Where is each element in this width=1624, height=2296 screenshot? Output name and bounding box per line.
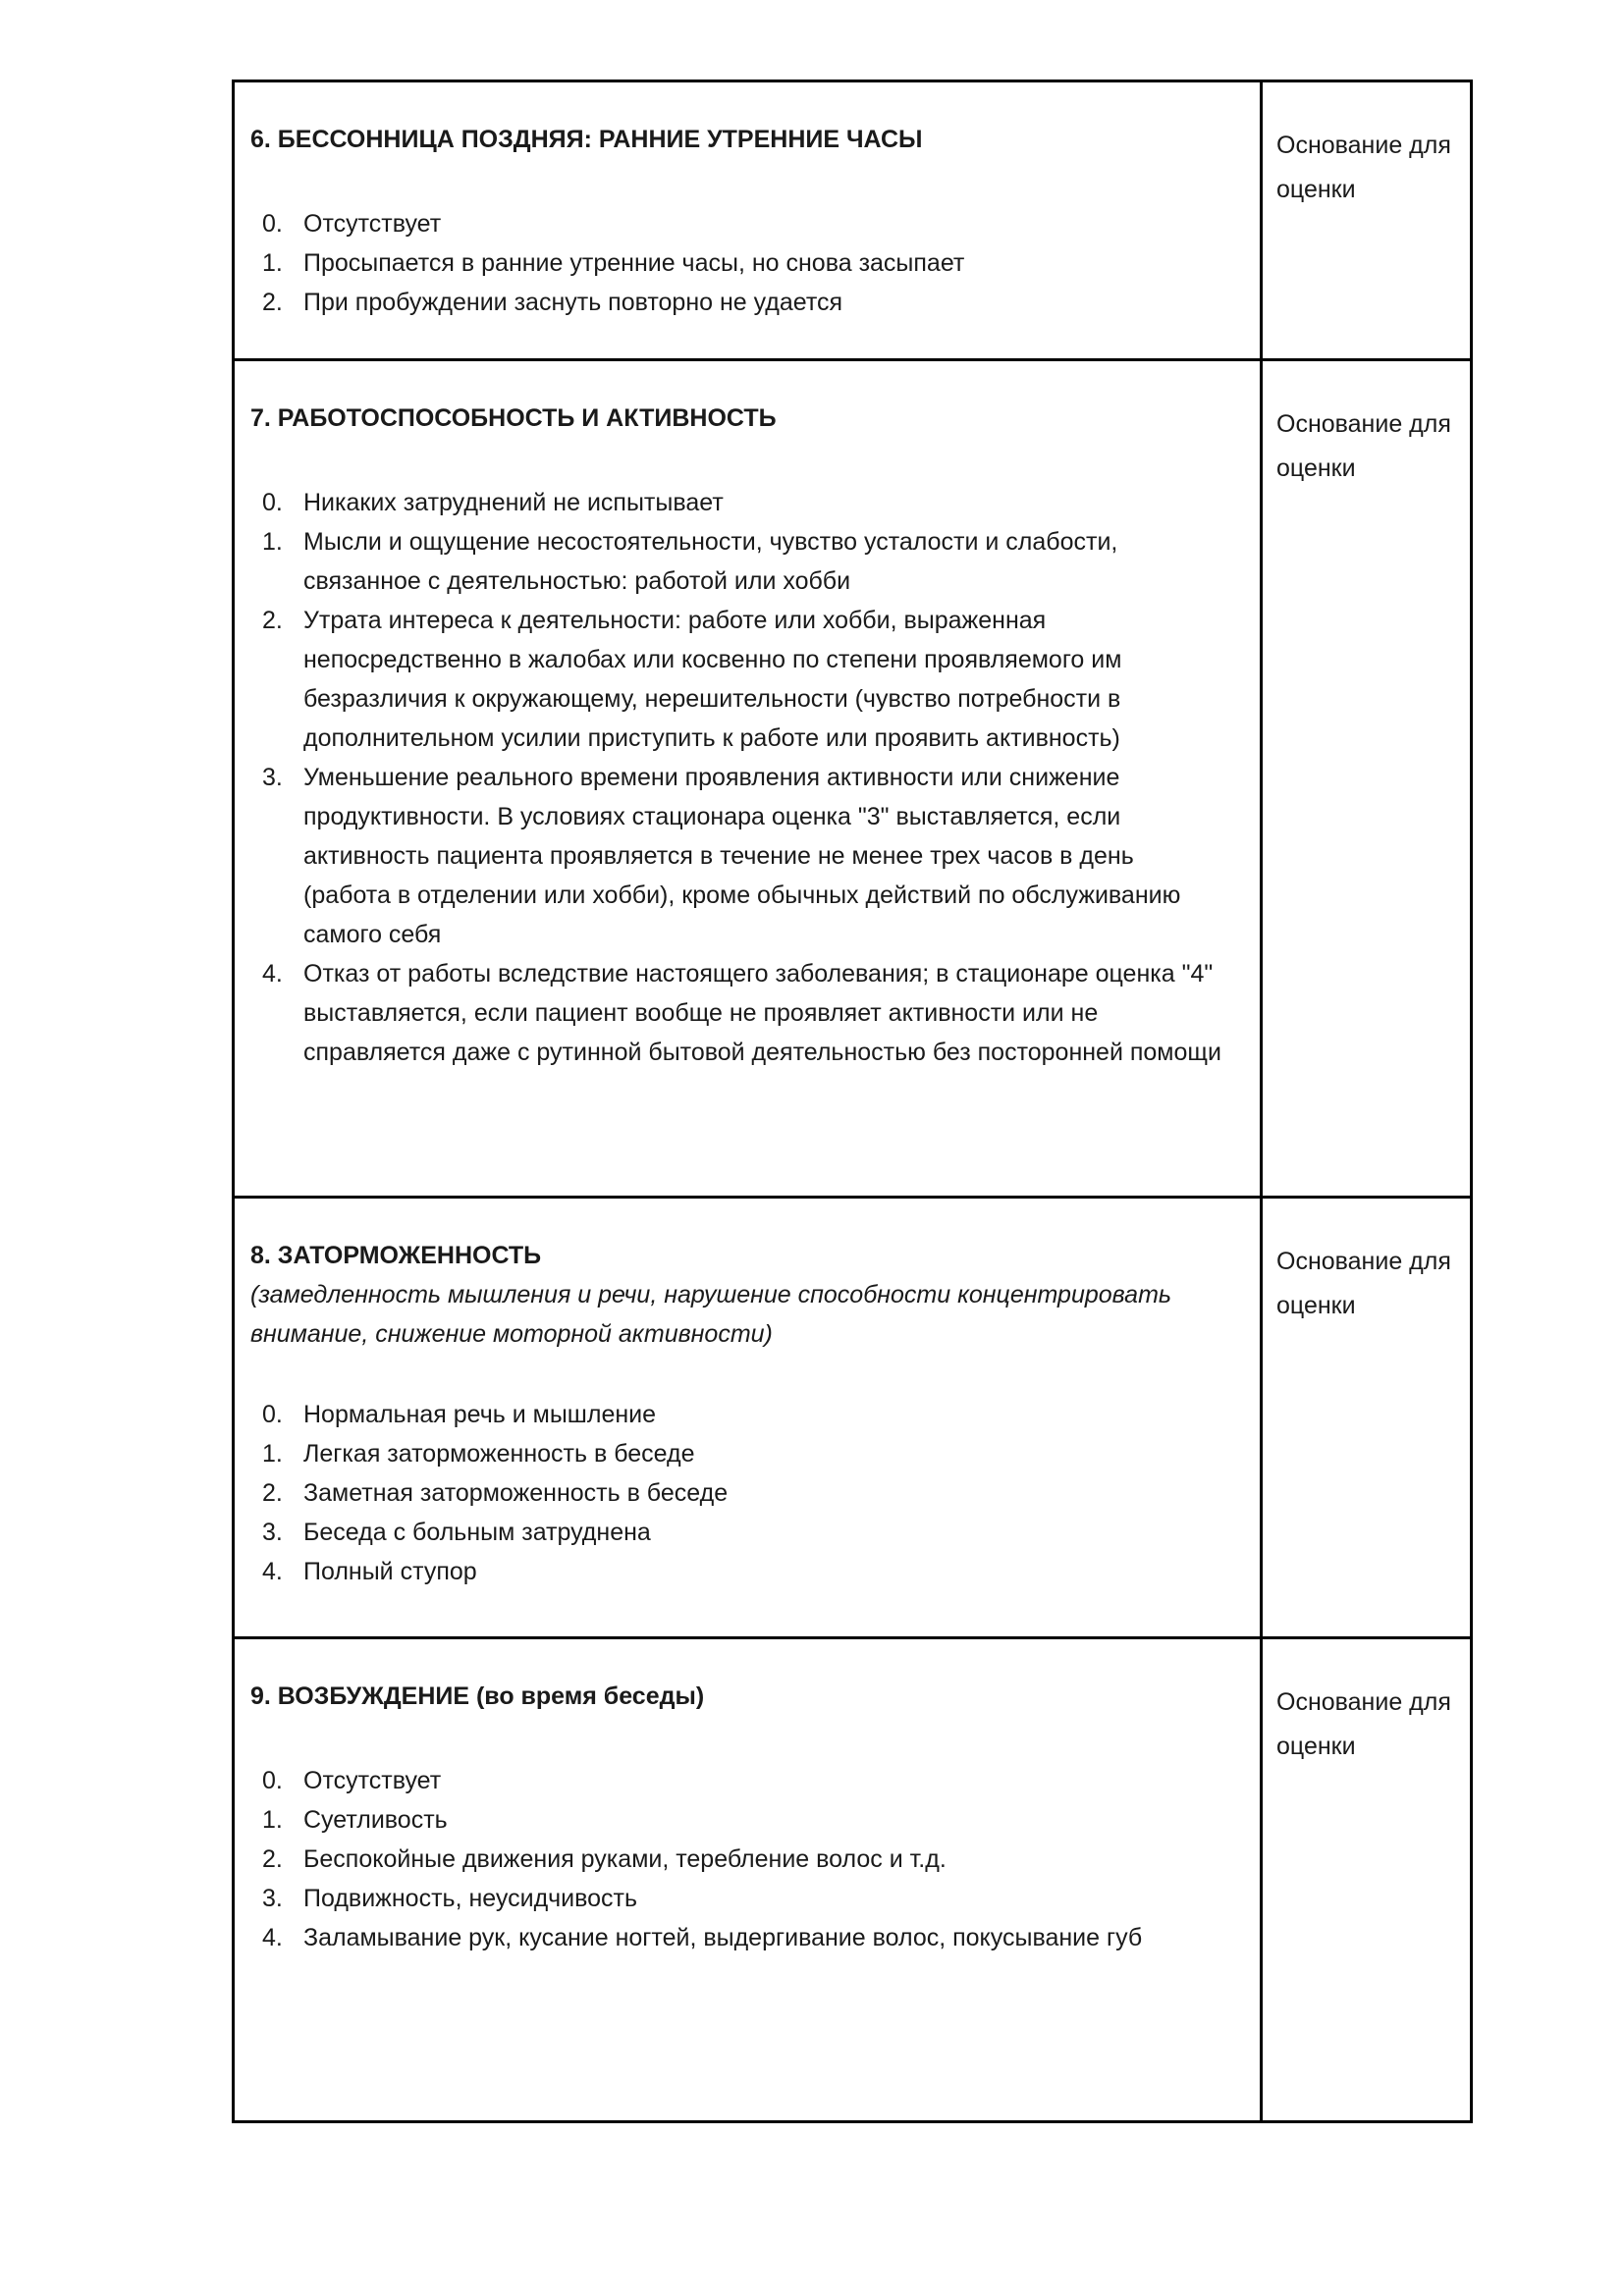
- item-text: Заметная заторможенность в беседе: [303, 1479, 729, 1507]
- list-item: [250, 758, 1226, 954]
- item-number: 2.: [262, 289, 283, 316]
- section-row-9: [234, 1638, 1472, 2122]
- item-text: Отсутствует: [303, 1767, 442, 1794]
- section-row-6: [234, 81, 1472, 360]
- list-item: [250, 1434, 1226, 1473]
- list-item: [250, 1879, 1226, 1918]
- item-number: 4.: [262, 960, 283, 988]
- basis-cell: [1262, 81, 1472, 360]
- item-number: 2.: [262, 607, 283, 634]
- section-8-title: 8. ЗАТОРМОЖЕННОСТЬ: [250, 1242, 542, 1269]
- list-item: [250, 283, 1226, 322]
- list-item: [250, 483, 1226, 522]
- item-text: Беседа с больным затруднена: [303, 1519, 651, 1546]
- list-item: [250, 1473, 1226, 1513]
- item-number: 2.: [262, 1479, 283, 1507]
- basis-cell: [1262, 1198, 1472, 1638]
- list-item: [250, 1918, 1226, 1957]
- section-row-8: [234, 1198, 1472, 1638]
- item-number: 0.: [262, 1767, 283, 1794]
- item-text: Утрата интереса к деятельности: работе или хобби, выраженная непосредственно в жалобах или косвенно по степени проявляемого им безразличия к окружающему, нерешительности (чувство потребности в дополнительном усилии приступить к работе или проявить активность): [303, 607, 1122, 752]
- item-text: Уменьшение реального времени проявления активности или снижение продуктивности. В условиях стационара оценка "3" выставляется, если активность пациента проявляется в течение не менее трех часов в день (работа в отделении или хобби), кроме обычных действий по обслуживанию самого себя: [303, 764, 1181, 948]
- item-number: 0.: [262, 210, 283, 238]
- item-number: 0.: [262, 1401, 283, 1428]
- item-text: Полный ступор: [303, 1558, 477, 1585]
- item-text: Суетливость: [303, 1806, 448, 1834]
- item-text: Отсутствует: [303, 210, 442, 238]
- rating-scale-table: [232, 80, 1473, 2123]
- section-7-title: 7. РАБОТОСПОСОБНОСТЬ И АКТИВНОСТЬ: [250, 404, 777, 432]
- section-6-cell: [234, 81, 1262, 360]
- item-number: 1.: [262, 1440, 283, 1468]
- item-text: Мысли и ощущение несостоятельности, чувство усталости и слабости, связанное с деятельностью: работой или хобби: [303, 528, 1118, 595]
- basis-label: Основание для оценки: [1276, 410, 1451, 482]
- item-text: Подвижность, неусидчивость: [303, 1885, 638, 1912]
- item-number: 3.: [262, 1885, 283, 1912]
- list-item: [250, 243, 1226, 283]
- basis-label: Основание для оценки: [1276, 1688, 1451, 1760]
- item-number: 4.: [262, 1558, 283, 1585]
- section-7-cell: [234, 360, 1262, 1198]
- item-text: Заламывание рук, кусание ногтей, выдергивание волос, покусывание губ: [303, 1924, 1143, 1951]
- list-item: [250, 1513, 1226, 1552]
- section-8-subtitle: (замедленность мышления и речи, нарушение способности концентрировать внимание, снижение моторной активности): [250, 1281, 1172, 1348]
- item-number: 1.: [262, 1806, 283, 1834]
- list-item: [250, 1552, 1226, 1591]
- basis-cell: [1262, 360, 1472, 1198]
- item-text: При пробуждении заснуть повторно не удается: [303, 289, 843, 316]
- item-text: Легкая заторможенность в беседе: [303, 1440, 695, 1468]
- list-item: [250, 1395, 1226, 1434]
- list-item: [250, 1761, 1226, 1800]
- section-9-title: 9. ВОЗБУЖДЕНИЕ (во время беседы): [250, 1682, 705, 1710]
- item-text: Беспокойные движения руками, теребление волос и т.д.: [303, 1845, 947, 1873]
- item-number: 2.: [262, 1845, 283, 1873]
- list-item: [250, 954, 1226, 1072]
- section-row-7: [234, 360, 1472, 1198]
- list-item: [250, 1840, 1226, 1879]
- list-item: [250, 1800, 1226, 1840]
- item-text: Никаких затруднений не испытывает: [303, 489, 724, 516]
- item-text: Просыпается в ранние утренние часы, но снова засыпает: [303, 249, 965, 277]
- basis-label: Основание для оценки: [1276, 1248, 1451, 1319]
- item-number: 1.: [262, 249, 283, 277]
- section-8-item-list: [250, 1395, 1226, 1591]
- basis-label: Основание для оценки: [1276, 132, 1451, 203]
- item-number: 0.: [262, 489, 283, 516]
- section-8-cell: [234, 1198, 1262, 1638]
- item-text: Нормальная речь и мышление: [303, 1401, 657, 1428]
- list-item: [250, 601, 1226, 758]
- item-number: 3.: [262, 764, 283, 791]
- list-item: [250, 204, 1226, 243]
- list-item: [250, 522, 1226, 601]
- item-number: 4.: [262, 1924, 283, 1951]
- section-9-item-list: [250, 1761, 1226, 1957]
- item-number: 3.: [262, 1519, 283, 1546]
- section-6-item-list: [250, 204, 1226, 322]
- section-9-cell: [234, 1638, 1262, 2122]
- section-6-title: 6. БЕССОННИЦА ПОЗДНЯЯ: РАННИЕ УТРЕННИЕ ЧАСЫ: [250, 126, 923, 153]
- basis-cell: [1262, 1638, 1472, 2122]
- item-text: Отказ от работы вследствие настоящего заболевания; в стационаре оценка "4" выставляется, если пациент вообще не проявляет активности или не справляется даже с рутинной бытовой деятельностью без посторонней помощи: [303, 960, 1221, 1066]
- section-7-item-list: [250, 483, 1226, 1072]
- item-number: 1.: [262, 528, 283, 556]
